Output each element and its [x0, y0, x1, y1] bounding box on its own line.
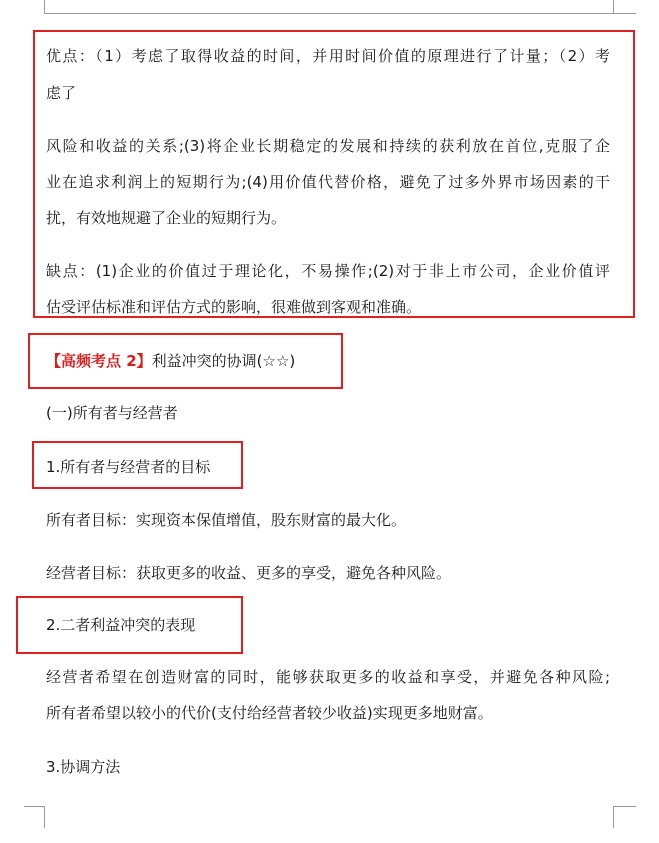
- header-rule: [44, 13, 614, 14]
- sub3-heading: 3.协调方法: [46, 758, 121, 776]
- advantages-line-1: 优点：（1）考虑了取得收益的时间，并用时间价值的原理进行了计量；（2）考: [46, 47, 610, 65]
- crop-mark-top-left: [44, 0, 45, 14]
- disadvantages-line-1: 缺点：(1)企业的价值过于理论化，不易操作;(2)对于非上市公司，企业价值评: [46, 262, 610, 280]
- crop-mark-top-right-h: [614, 13, 636, 14]
- owner-goal: 所有者目标：实现资本保值增值，股东财富的最大化。: [46, 511, 407, 529]
- conflict-line-1: 经营者希望在创造财富的同时，能够获取更多的收益和享受，并避免各种风险;: [46, 668, 610, 686]
- advantages-line-5: 扰，有效地规避了企业的短期行为。: [46, 209, 287, 227]
- crop-mark-bottom-right-v: [613, 806, 614, 828]
- advantages-line-2: 虑了: [46, 84, 77, 102]
- sub1-heading: 1.所有者与经营者的目标: [46, 458, 211, 476]
- crop-mark-bottom-left-v: [44, 806, 45, 828]
- keypoint-tag: 【高频考点 2】: [46, 352, 152, 370]
- advantages-line-3: 风险和收益的关系;(3)将企业长期稳定的发展和持续的获利放在首位,克服了企: [46, 137, 610, 155]
- advantages-line-4: 业在追求利润上的短期行为;(4)用价值代替价格，避免了过多外界市场因素的干: [46, 173, 610, 191]
- crop-mark-top-right: [613, 0, 614, 14]
- keypoint-heading: [46, 351, 295, 371]
- keypoint-title: 利益冲突的协调(☆☆): [151, 352, 296, 370]
- section1-heading: (一)所有者与经营者: [46, 404, 178, 422]
- sub2-heading: 2.二者利益冲突的表现: [46, 616, 196, 634]
- disadvantages-line-2: 估受评估标准和评估方式的影响，很难做到客观和准确。: [46, 298, 422, 316]
- conflict-line-2: 所有者希望以较小的代价(支付给经营者较少收益)实现更多地财富。: [46, 704, 493, 722]
- manager-goal: 经营者目标：获取更多的收益、更多的享受，避免各种风险。: [46, 564, 452, 582]
- crop-mark-bottom-right-h: [614, 806, 636, 807]
- crop-mark-bottom-left-h: [24, 806, 44, 807]
